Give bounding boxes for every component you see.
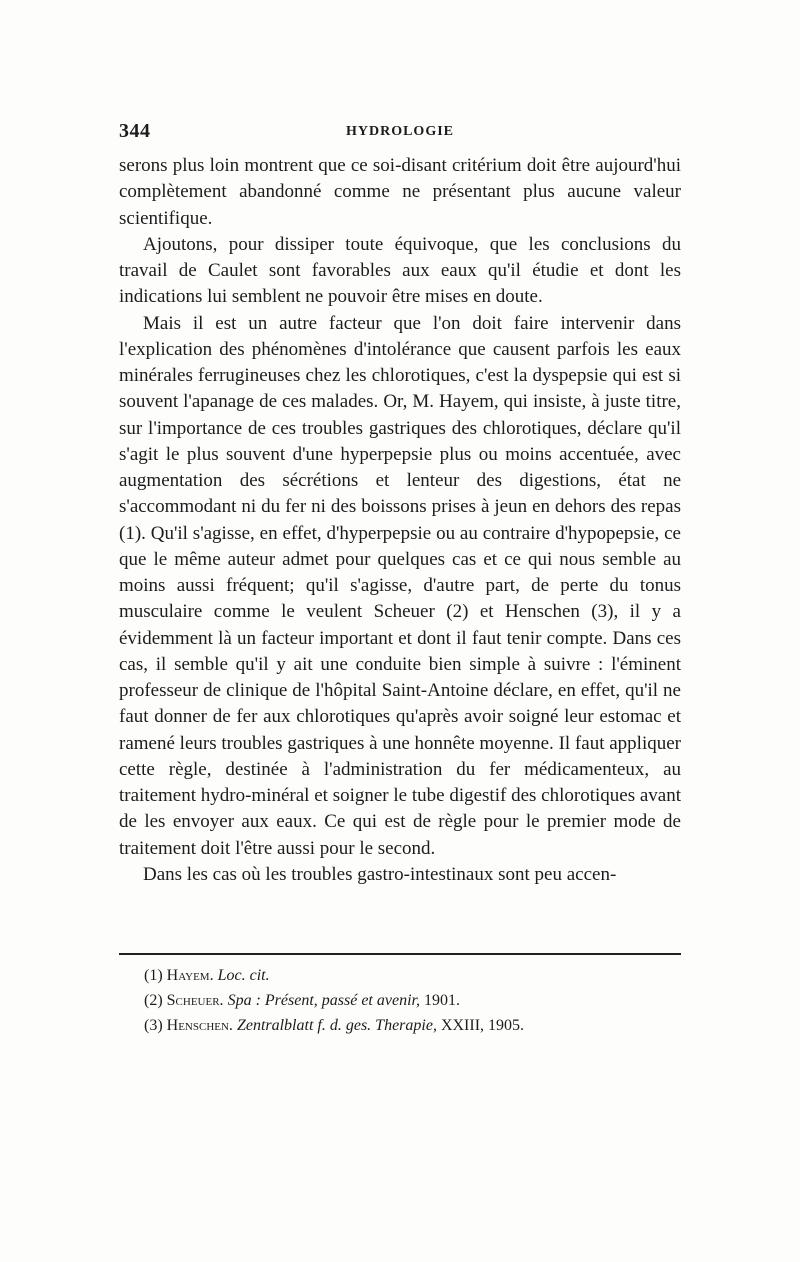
running-title: HYDROLOGIE bbox=[345, 124, 454, 139]
footnote-work: Loc. cit. bbox=[217, 967, 270, 984]
footnote-marker: (1) bbox=[144, 967, 163, 984]
footnote-author: Hayem. bbox=[166, 967, 214, 984]
footnote-marker: (3) bbox=[144, 1017, 163, 1034]
footnote-1 bbox=[144, 963, 680, 988]
paragraph: Dans les cas où les troubles gastro-intestinaux sont peu accen- bbox=[143, 863, 617, 885]
paragraph: Mais il est un autre facteur que l'on doit faire intervenir dans l'explication des phénomènes d'intolérance que causent parfois les eaux minérales ferrugineuses chez les chlorotiques, c'est la dyspepsie qui est si souvent l'apanage de ces malades. Or, M. Hayem, qui insiste, à juste titre, sur l'importance de ces troubles gastriques des chlorotiques, déclare qu'il s'agit le plus souvent d'une hyperpepsie plus ou moins accentuée, avec augmentation des sécrétions et lenteur des digestions, état ne s'accommodant ni du fer ni des boissons prises à jeun en dehors des repas (1). Qu'il s'agisse, en effet, d'hyperpepsie ou au contraire d'hypopepsie, ce que le même auteur admet pour quelques cas et ce qui nous semble au moins aussi fréquent; qu'il s'agisse, d'autre part, de perte du tonus musculaire comme le veulent Scheuer (2) et Henschen (3), il y a évidemment là un facteur important et dont il faut tenir compte. Dans ces cas, il semble qu'il y ait une conduite bien simple à suivre : l'éminent professeur de clinique de l'hôpital Saint-Antoine déclare, en effet, qu'il ne faut donner de fer aux chlorotiques qu'après avoir soigné leur estomac et ramené leurs troubles gastriques à une honnête moyenne. Il faut appliquer cette règle, destinée à l'administration du fer médicamenteux, au traitement hydro-minéral et soigner le tube digestif des chlorotiques avant de les envoyer aux eaux. Ce qui est de règle pour le premier mode de traitement doit l'être aussi pour le second. bbox=[119, 312, 681, 859]
footnote-author: Scheuer. bbox=[166, 992, 224, 1009]
body-text bbox=[119, 153, 681, 888]
footnote-work: Zentralblatt f. d. ges. Therapie, bbox=[236, 1017, 437, 1034]
footnote-2 bbox=[144, 988, 680, 1013]
footnotes bbox=[144, 963, 680, 1038]
footnote-detail: XXIII, 1905. bbox=[440, 1017, 525, 1034]
paragraph: Ajoutons, pour dissiper toute équivoque, que les conclusions du travail de Caulet sont favorables aux eaux qu'il étudie et dont les indications lui semblent ne pouvoir être mises en doute. bbox=[119, 233, 681, 308]
footnote-3 bbox=[144, 1013, 680, 1038]
page-number: 344 bbox=[119, 120, 151, 142]
footnote-detail: 1901. bbox=[423, 992, 460, 1009]
footnote-marker: (2) bbox=[144, 992, 163, 1009]
paragraph: serons plus loin montrent que ce soi-disant critérium doit être aujourd'hui complètement abandonné comme ne présentant plus aucune valeur scientifique. bbox=[119, 155, 681, 229]
footnote-author: Henschen. bbox=[166, 1017, 233, 1034]
footnote-work: Spa : Présent, passé et avenir, bbox=[227, 992, 420, 1009]
footnote-divider bbox=[119, 953, 681, 955]
page-header bbox=[119, 120, 681, 146]
